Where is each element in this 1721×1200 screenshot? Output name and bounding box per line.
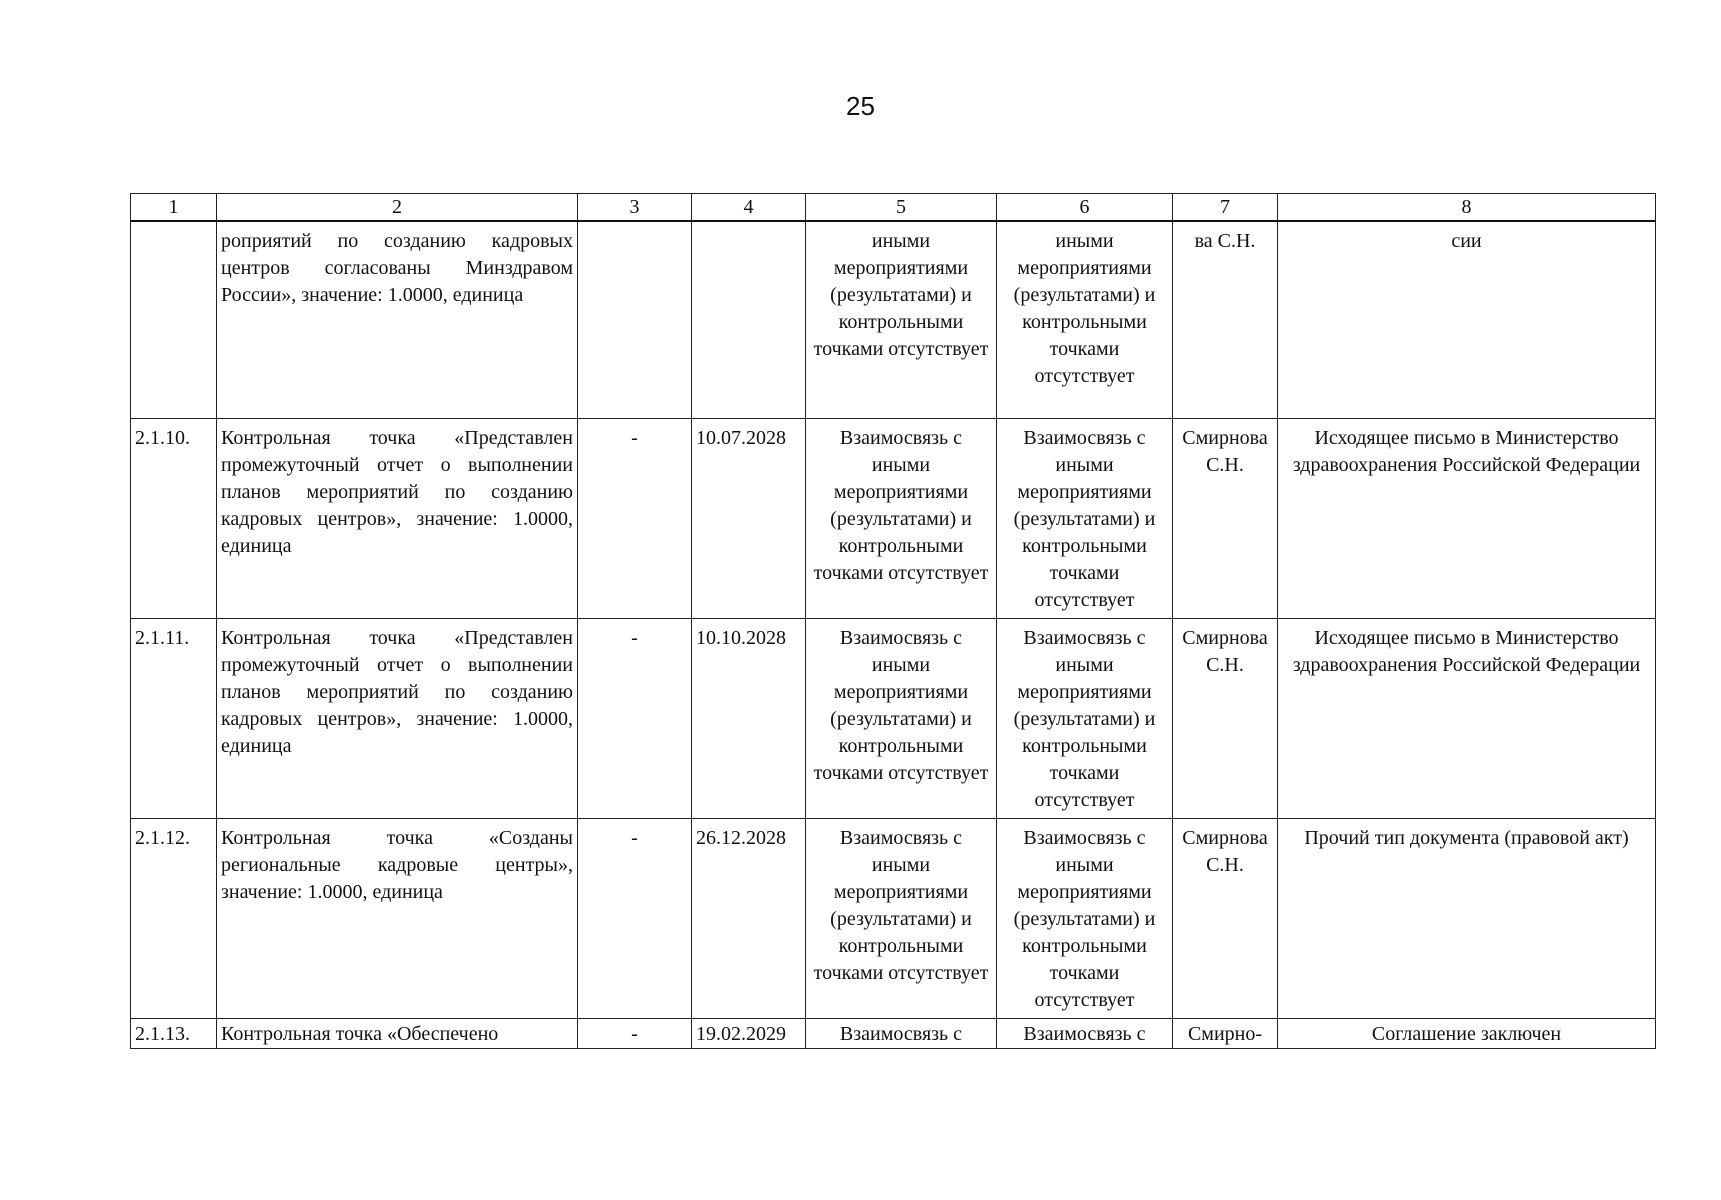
page-number: 25: [846, 91, 875, 121]
row-number: [131, 221, 217, 419]
table-row: [131, 819, 1656, 1019]
row-link-next: Взаимосвязь с: [997, 1019, 1173, 1049]
header-col-3: 3: [578, 194, 692, 222]
row-number: 2.1.11.: [131, 619, 217, 819]
table-header-row: [131, 194, 1656, 222]
header-col-2: 2: [217, 194, 578, 222]
row-number: 2.1.12.: [131, 819, 217, 1019]
row-number: 2.1.13.: [131, 1019, 217, 1049]
row-document: Исходящее письмо в Министерство здравоохранения Российской Федерации: [1278, 419, 1656, 619]
row-responsible: Смирнова С.Н.: [1173, 419, 1278, 619]
header-col-7: 7: [1173, 194, 1278, 222]
row-date: 26.12.2028: [692, 819, 806, 1019]
header-col-5: 5: [806, 194, 997, 222]
header-col-8: 8: [1278, 194, 1656, 222]
row-responsible: Смирнова С.Н.: [1173, 819, 1278, 1019]
table-row: [131, 1019, 1656, 1049]
row-col3: -: [578, 819, 692, 1019]
table-row: [131, 221, 1656, 419]
row-date: 19.02.2029: [692, 1019, 806, 1049]
row-document: сии: [1278, 221, 1656, 419]
row-link-next: Взаимосвязь с иными мероприятиями (результатами) и контрольными точками отсутствует: [997, 419, 1173, 619]
row-col3: -: [578, 1019, 692, 1049]
row-col3: -: [578, 619, 692, 819]
plan-table: [130, 193, 1656, 1049]
row-number: 2.1.10.: [131, 419, 217, 619]
row-date: 10.10.2028: [692, 619, 806, 819]
row-name: Контрольная точка «Созданы региональные кадровые центры», значение: 1.0000, единица: [217, 819, 578, 1019]
row-link-previous: Взаимосвязь с: [806, 1019, 997, 1049]
row-document: Прочий тип документа (правовой акт): [1278, 819, 1656, 1019]
row-date: [692, 221, 806, 419]
row-name: Контрольная точка «Представлен промежуточный отчет о выполнении планов мероприятий по созданию кадровых центров», значение: 1.0000, единица: [217, 419, 578, 619]
row-name: Контрольная точка «Представлен промежуточный отчет о выполнении планов мероприятий по созданию кадровых центров», значение: 1.0000, единица: [217, 619, 578, 819]
row-link-previous: Взаимосвязь с иными мероприятиями (результатами) и контрольными точками отсутствует: [806, 419, 997, 619]
row-link-previous: Взаимосвязь с иными мероприятиями (результатами) и контрольными точками отсутствует: [806, 619, 997, 819]
row-document: Соглашение заключен: [1278, 1019, 1656, 1049]
row-link-previous: Взаимосвязь с иными мероприятиями (результатами) и контрольными точками отсутствует: [806, 819, 997, 1019]
row-link-next: Взаимосвязь с иными мероприятиями (результатами) и контрольными точками отсутствует: [997, 619, 1173, 819]
header-col-4: 4: [692, 194, 806, 222]
row-responsible: Смирнова С.Н.: [1173, 619, 1278, 819]
row-responsible: Смирно-: [1173, 1019, 1278, 1049]
row-responsible: ва С.Н.: [1173, 221, 1278, 419]
row-date: 10.07.2028: [692, 419, 806, 619]
table-row: [131, 419, 1656, 619]
header-col-6: 6: [997, 194, 1173, 222]
row-link-previous: иными мероприятиями (результатами) и контрольными точками отсутствует: [806, 221, 997, 419]
row-col3: [578, 221, 692, 419]
row-link-next: Взаимосвязь с иными мероприятиями (результатами) и контрольными точками отсутствует: [997, 819, 1173, 1019]
row-link-next: иными мероприятиями (результатами) и контрольными точками отсутствует: [997, 221, 1173, 419]
row-col3: -: [578, 419, 692, 619]
header-col-1: 1: [131, 194, 217, 222]
row-name: роприятий по созданию кадровых центров согласованы Минздравом России», значение: 1.0000, единица: [217, 221, 578, 419]
table-row: [131, 619, 1656, 819]
row-name: Контрольная точка «Обеспечено: [217, 1019, 578, 1049]
row-document: Исходящее письмо в Министерство здравоохранения Российской Федерации: [1278, 619, 1656, 819]
